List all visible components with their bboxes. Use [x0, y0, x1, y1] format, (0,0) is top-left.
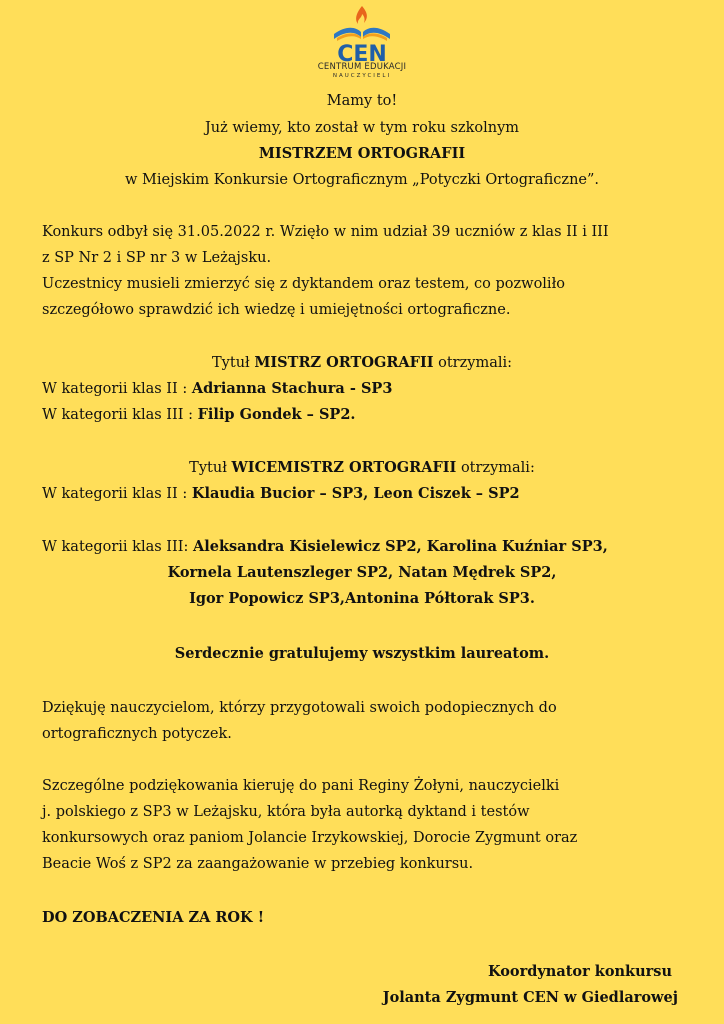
details-line-4: szczegółowo sprawdzić ich wiedzę i umiejętności ortograficzne. [42, 302, 511, 318]
details-line-3: Uczestnicy musieli zmierzyć się z dyktandem oraz testem, co pozwoliło [42, 276, 566, 292]
special-line-3: konkursowych oraz paniom Jolancie Irzykowskiej, Dorocie Zygmunt oraz [42, 830, 578, 846]
thanks-line-2: ortograficznych potyczek. [42, 726, 232, 742]
intro-title: MISTRZEM ORTOGRAFII [258, 145, 466, 162]
mistrz-cat3: W kategorii klas III : Filip Gondek – SP2. [42, 406, 356, 423]
wicemistrz-cat3-line-3: Igor Popowicz SP3,Antonina Półtorak SP3. [189, 590, 535, 607]
details-line-1: Konkurs odbył się 31.05.2022 r. Wzięło w nim udział 39 uczniów z klas II i III [42, 224, 609, 240]
thanks-line-1: Dziękuję nauczycielom, którzy przygotowali swoich podopiecznych do [42, 700, 557, 716]
signature-role: Koordynator konkursu [487, 963, 672, 980]
mistrz-heading: Tytuł MISTRZ ORTOGRAFII otrzymali: [212, 354, 512, 371]
svg-text:CEN: CEN [337, 42, 387, 64]
special-line-4: Beacie Woś z SP2 za zaangażowanie w przebieg konkursu. [42, 856, 474, 872]
logo-subtitle: NAUCZYCIELI [332, 73, 392, 79]
signature-name: Jolanta Zygmunt CEN w Giedlarowej [382, 989, 678, 1006]
intro-line-1: Mamy to! [326, 93, 398, 109]
wicemistrz-cat2: W kategorii klas II : Klaudia Bucior – SP3, Leon Ciszek – SP2 [42, 485, 520, 502]
book-flame-icon [317, 4, 407, 64]
special-line-1: Szczególne podziękowania kieruję do pani Reginy Żołyni, nauczycielki [42, 778, 560, 794]
intro-line-4: w Miejskim Konkursie Ortograficznym „Potyczki Ortograficzne”. [124, 172, 600, 188]
mistrz-cat2: W kategorii klas II : Adrianna Stachura - SP3 [42, 380, 393, 397]
congrats-line: Serdecznie gratulujemy wszystkim laureatom. [174, 645, 550, 662]
wicemistrz-heading: Tytuł WICEMISTRZ ORTOGRAFII otrzymali: [189, 459, 535, 476]
wicemistrz-cat3-line-2: Kornela Lautenszleger SP2, Natan Mędrek SP2, [167, 564, 557, 581]
details-line-2: z SP Nr 2 i SP nr 3 w Leżajsku. [42, 250, 272, 266]
special-line-2: j. polskiego z SP3 w Leżajsku, która była autorką dyktand i testów [42, 804, 530, 820]
logo-title: CENTRUM EDUKACJI [317, 62, 407, 72]
wicemistrz-cat3: W kategorii klas III: Aleksandra Kisielewicz SP2, Karolina Kuźniar SP3, [42, 538, 608, 555]
intro-line-2: Już wiemy, kto został w tym roku szkolnym [204, 120, 520, 136]
closing-line: DO ZOBACZENIA ZA ROK ! [42, 909, 265, 926]
